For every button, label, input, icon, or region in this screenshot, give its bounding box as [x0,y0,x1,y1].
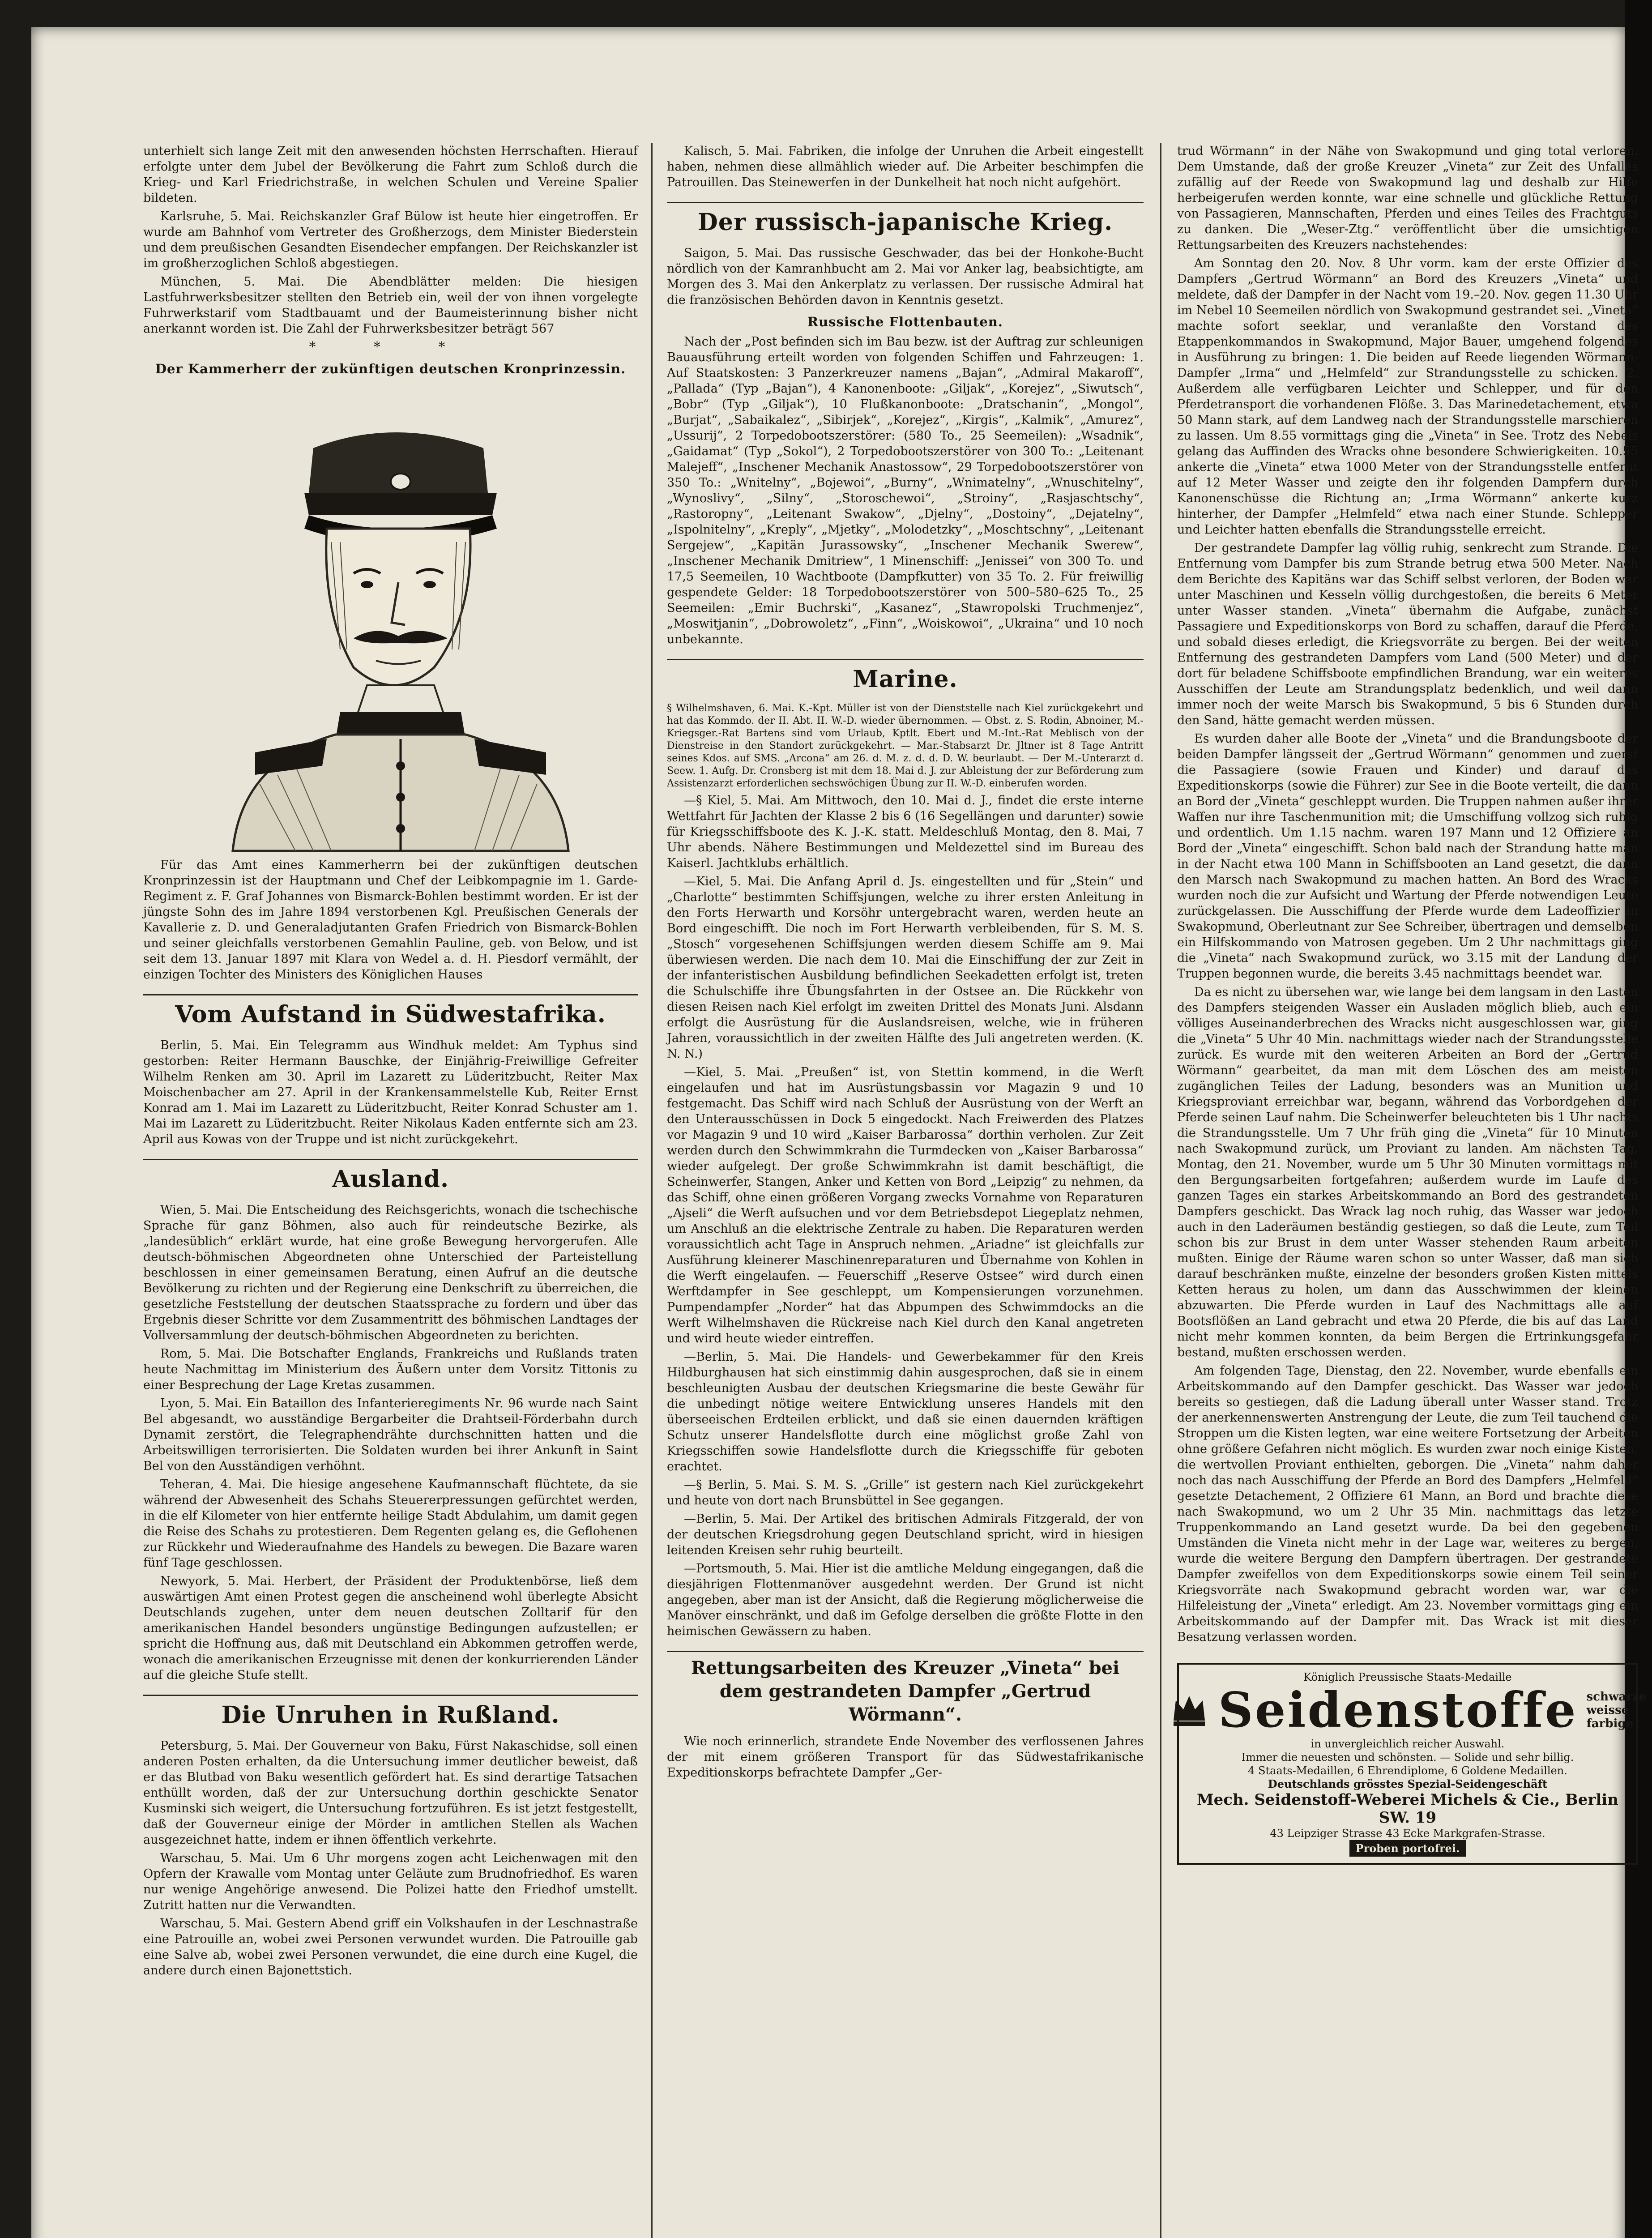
article-rettung-cont: trud Wörmann“ in der Nähe von Swakopmund und ging total verloren. Dem Umstande, daß der große Kreuzer „Vineta“ zur Zeit des Unfalles zufällig auf der Reede von Swakopmund lag und deshalb zur Hilfe herbeigerufen werden konnte, war eine schnelle und glückliche Rettung von Passagieren, Mannschaften, Pferden und eines Teiles des Frachtguts zu danken. Die „Weser-Ztg.“ veröffentlicht über die umsichtigen Rettungsarbeiten des Kreuzers nachstehendes: [1177,144,1638,252]
article-berlin-handelskammer: —Berlin, 5. Mai. Die Handels- und Gewerbekammer für den Kreis Hildburghausen hat sich einstimmig dahin ausgesprochen, daß sie in einem beschleunigten Ausbau der deutschen Kriegsmarine die beste Gewähr für die unbedingt nötige weitere Entwicklung unseres Handels mit den überseeischen Erdteilen erblickt, und daß sie einen dauernden kräftigen Schutz unserer Handelsflotte durch eine möglichst große Zahl von Kriegsschiffen sowie Handelsflotte durch die Kriegsschiffe für geboten erachtet. [667,1350,1144,1473]
article-teheran: Teheran, 4. Mai. Die hiesige angesehene Kaufmannschaft flüchtete, da sie während der Abwesenheit des Schahs Steuererpressungen gefürchtet werden, in die elf Kilometer von hier entfernte heilige Stadt Abdulahim, um damit gegen die Reise des Schahs zu protestieren. Dem Regenten gelang es, die Geflohenen zur Rückkehr und Wiederaufnahme des Handels zu bewegen. Die Bazare waren fünf Tage geschlossen. [143,1478,638,1570]
article-boote: Es wurden daher alle Boote der „Vineta“ und die Brandungsboote der beiden Dampfer längsseit der „Gertrud Wörmann“ genommen und zuerst die Passagiere (sowie Frauen und Kinder) und darauf das Expeditionskorps (sowie die Führer) zur See in die Boote verteilt, die dann an Bord der „Vineta“ geschleppt wurden. Die Truppen nahmen außer ihrer Waffen nur ihre Taschenmunition mit; die Umschiffung vollzog sich ruhig und ordentlich. Um 1.15 nachm. waren 197 Mann und 12 Offiziere an Bord der „Vineta“ eingeschifft. Schon bald nach der Strandung hatte man in der Nacht etwa 100 Mann in Schiffsbooten an Land gesetzt, die dann den Marsch nach Swakopmund zu machen hatten. An Bord des Wracks wurden noch die zur Aufsicht und Wartung der Pferde notwendigen Leute zurückgelassen. Die Ausschiffung der Pferde wurde dem Ladeoffizier in Swakopmund, Oberleutnant zur See Schreiber, übertragen und demselben ein Hilfskommando von Matrosen gegeben. Um 2 Uhr nachmittags ging die „Vineta“ nach Swakopmund zurück, wo 3.15 mit der Landung der Truppen begonnen wurde, die bereits 3.45 nachmittags beendet war. [1177,732,1638,981]
article-gestrandet: Der gestrandete Dampfer lag völlig ruhig, senkrecht zum Strande. Die Entfernung vom Dampfer bis zum Strande betrug etwa 500 Meter. Nach dem Berichte des Kapitäns war das Schiff selbst verloren, der Boden war unter Maschinen und Kesseln völlig durchgestoßen, die bereits 6 Meter unter Wasser standen. „Vineta“ übernahm die Aufgabe, zunächst Passagiere und Expeditionskorps von Bord zu schaffen, darauf die Pferde, und sobald dieses erledigt, die Kriegsvorräte zu bergen. Bei der weiten Entfernung des gestrandeten Dampfers vom Land (500 Meter) und der dort für beladene Schiffsboote empfindlichen Brandung, war ein weiteres Ausschiffen der Leute am Strandungsplatz bedenklich, und weil dann immer noch der weite Marsch bis Swakopmund, 5 bis 6 Stunden durch den Sand, hätte gemacht werden müssen. [1177,541,1638,727]
article-wien: Wien, 5. Mai. Die Entscheidung des Reichsgerichts, wonach die tschechische Sprache für ganz Böhmen, also auch für reindeutsche Bezirke, als „landesüblich“ erklärt wurde, hat eine große Bewegung hervorgerufen. Alle deutsch-böhmischen Abgeordneten ohne Unterschied der Parteistellung beschlossen in einer gemeinsamen Beratung, einen Aufruf an die deutsche Bevölkerung zu richten und der Regierung eine Denkschrift zu überreichen, die gesetzliche Feststellung der deutschen Staatssprache zu fordern und über das Ergebnis dieser Schritte vor dem Zusammentritt des böhmischen Landtages der Vollversammlung der deutsch-böhmischen Abgeordneten zu berichten. [143,1203,638,1342]
newspaper-page [31,27,1647,2238]
ad-line-4: Deutschlands grösstes Spezial-Seidengeschäft [1268,1777,1548,1790]
article-berlin-grille: —§ Berlin, 5. Mai. S. M. S. „Grille“ ist gestern nach Kiel zurückgekehrt und heute von dort nach Brunsbüttel in See gegangen. [667,1478,1144,1508]
article-wasser: Da es nicht zu übersehen war, wie lange bei dem langsam in den Lasten des Dampfers steigenden Wasser ein Ausladen möglich blieb, auch ein völliges Auseinanderbrechen des Wracks nicht ausgeschlossen war, ging die „Vineta“ 5 Uhr 40 Min. nachmittags wieder nach der Strandungsstelle zurück. Es wurde mit den weiteren Arbeiten an Bord der „Gertrud Wörmann“ gearbeitet, da man mit dem Löschen des am meisten zugänglichen Teiles der Ladung, besonders was an Munition und Kriegsproviant erreichbar war, begann, während das Vorbordgehen der Pferde seinen Lauf nahm. Die Scheinwerfer beleuchteten bis 1 Uhr nachts die Strandungsstelle. Um 7 Uhr früh ging die „Vineta“ für 10 Minuten nach Swakopmund zurück, um Proviant zu landen. Am nächsten Tag, Montag, den 21. November, wurde um 5 Uhr 30 Minuten vormittags mit den Bergungsarbeiten fortgefahren; außerdem wurde im Laufe des ganzen Tages ein starkes Arbeitskommando an Bord des gestrandeten Dampfers geschickt. Das Wrack lag noch ruhig, das Wasser war jedoch auch in den Laderäumen beständig gestiegen, so daß die Leute, zum Teil schon bis zur Brust in dem unter Wasser stehenden Raum arbeiten mußten. Einige der Räume waren schon so unter Wasser, daß man sich darauf beschränken mußte, einzelne der besonders großen Kisten mittels Ketten heraus zu holen, um dann das Ausschwimmen der kleinen abzuwarten. Die Pferde wurden in Lauf des Nachmittags alle auf Bootsflößen an Land gebracht und etwa 20 Pferde, die bis auf das Land nicht mehr kommen konnten, da beim Bergen die Ertrinkungsgefahr bestand, mußten erschossen werden. [1177,985,1638,1359]
article-newyork: Newyork, 5. Mai. Herbert, der Präsident der Produktenbörse, ließ dem auswärtigen Amt einen Protest gegen die anscheinend wohl überlegte Absicht Deutschlands zugehen, unter dem neuen deutschen Zolltarif für den amerikanischen Handel besonders ungünstige Bedingungen aufzustellen; er spricht die Hoffnung aus, daß mit Deutschland ein Abkommen getroffen werde, wonach die amerikanischen Erzeugnisse mit denen der konkurrierenden Länder auf die gleiche Stufe stellt. [143,1574,638,1682]
officer-portrait-icon [143,381,638,851]
column-left [143,143,638,2238]
article-intro: unterhielt sich lange Zeit mit den anwesenden höchsten Herrschaften. Hierauf erfolgte unter dem Jubel der Bevölkerung die Fahrt zum Schloß durch die Krieg- und Karl Friedrichstraße, in welchen Schulen und Vereine Spalier bildeten. [143,144,638,205]
ad-line-2: Immer die neuesten und schönsten. — Solide und sehr billig. [1241,1751,1574,1764]
ad-medal-line: Königlich Preussische Staats-Medaille [1303,1671,1512,1683]
article-berlin-fitzgerald: —Berlin, 5. Mai. Der Artikel des britischen Admirals Fitzgerald, der von der deutschen Kriegsdrohung gegen Deutschland spricht, wird in hiesigen leitenden Kreisen sehr ruhig beurteilt. [667,1512,1144,1557]
headline-ausland: Ausland. [143,1159,638,1193]
headline-marine: Marine. [667,659,1144,693]
column-middle [667,143,1144,2238]
headline-unruhen: Die Unruhen in Rußland. [143,1695,638,1729]
article-flottenbauten: Nach der „Post befinden sich im Bau bezw. ist der Auftrag zur schleunigen Bauausführung erteilt worden von folgenden Schiffen und Fahrzeugen: 1. Auf Staatskosten: 3 Panzerkreuzer namens „Bajan“, „Admiral Makaroff“, „Pallada“ (Typ „Bajan“), 4 Kanonenboote: „Giljak“, „Korejez“, „Siwutsch“, „Bobr“ (Typ „Giljak“), 10 Flußkanonboote: „Dratschanin“, „Mongol“, „Burjat“, „Sabaikalez“, „Sibirjek“, „Korejez“, „Kirgis“, „Kalmik“, „Amurez“, „Ussurij“, 2 Torpedobootszerstörer: (580 To., 25 Seemeilen): „Wsadnik“, „Gaidamat“ (Typ „Sokol“), 2 Torpedobootszerstörer von 300 To.: „Leitenant Malejeff“, „Inschener Mechanik Anastossow“, 29 Torpedobootszerstörer von 350 To.: „Wnitelny“, „Bojewoi“, „Burny“, „Wnimatelny“, „Wnuschitelny“, „Wynoslivy“, „Silny“, „Storoschewoi“, „Stroiny“, „Rasjaschtschy“, „Rastoropny“, „Leitenant Swakow“, „Djelny“, „Dostoiny“, „Dejatelny“, „Ispolnitelny“, „Kreply“, „Mjetky“, „Molodetzky“, „Moschtschny“, „Leitenant Sergejew“, „Kapitän Jurassowsky“, „Inschener Mechanik Swerew“, „Inschener Mechanik Dmitriew“, 1 Minenschiff: „Jenissei“ von 300 To. und 17,5 Seemeilen, 10 Wachtboote (Dampfkutter) von 35 To. 2. Für freiwillig gespendete Gelder: 18 Torpedobootszerstörer von 500–580–625 To., 25 Seemeilen: „Emir Buchrski“, „Kasanez“, „Stawropolski Truchmenjez“, „Moswitjanin“, „Dobrowoletz“, „Finn“, „Woiskowoi“, „Ukraina“ und 10 noch unbekannte. [667,335,1144,646]
ad-side-1: schwarze [1586,1690,1647,1704]
crown-logo-icon [1169,1689,1209,1731]
column-rule [651,143,653,2238]
article-kammerherr: Für das Amt eines Kammerherrn bei der zukünftigen deutschen Kronprinzessin ist der Hauptmann und Chef der Leibkompagnie im 1. Garde-Regiment z. F. Graf Johannes von Bismarck-Bohlen bestimmt worden. Er ist der jüngste Sohn des im Jahre 1894 verstorbenen Kgl. Preußischen Generals der Kavallerie z. D. und Generaladjutanten Grafen Friedrich von Bismarck-Bohlen und seiner gleichfalls verstorbenen Gemahlin Pauline, geb. von Below, und ist seit dem 13. Januar 1897 mit Klara von Wedel a. d. H. Piesdorf vermählt, der einzigen Tochter des Ministers des Königlichen Hauses [143,858,638,982]
article-kalisch: Kalisch, 5. Mai. Fabriken, die infolge der Unruhen die Arbeit eingestellt haben, nehmen diese allmählich wieder auf. Die Arbeiter beschimpfen die Patrouillen. Das Steinewerfen in der Dunkelheit hat noch nicht aufgehört. [667,144,1144,189]
ad-brand: Seidenstoffe [1218,1682,1578,1738]
ad-side-3: farbige [1586,1717,1634,1730]
headline-rettungsarbeiten: Rettungsarbeiten des Kreuzer „Vineta“ bei dem gestrandeten Dampfer „Gertrud Wörmann“. [667,1651,1144,1726]
portrait-illustration [143,381,638,853]
ad-side-2: weisse [1586,1704,1629,1717]
article-portsmouth: —Portsmouth, 5. Mai. Hier ist die amtliche Meldung eingegangen, daß die diesjährigen Flottenmanöver ausgedehnt werden. Der Grund ist nicht angegeben, aber man ist der Ansicht, daß die Regierung möglicherweise die Manöver einschränkt, und daß im Gefolge derselben die größte Flotte in den heimischen Gewässern zu haben. [667,1562,1144,1638]
headline-aufstand: Vom Aufstand in Südwestafrika. [143,994,638,1029]
advertisement-seidenstoffe [1177,1663,1647,1865]
article-kiel-1: —§ Kiel, 5. Mai. Am Mittwoch, den 10. Mai d. J., findet die erste interne Wettfahrt für Jachten der Klasse 2 bis 6 (16 Segellängen und darunter) sowie für Kriegsschiffsboote des K. J.-K. statt. Meldeschluß Montag, den 8. Mai, 7 Uhr abends. Nähere Bestimmungen und Meldezettel sind im Bureau des Kaiserl. Jachtklubs erhältlich. [667,794,1144,870]
headline-kammerherr: Der Kammerherr der zukünftigen deutschen Kronprinzessin. [155,361,626,376]
headline-krieg: Der russisch-japanische Krieg. [667,202,1144,236]
ad-address: 43 Leipziger Strasse 43 Ecke Markgrafen-Strasse. [1270,1827,1545,1840]
article-dienstag: Am folgenden Tage, Dienstag, den 22. November, wurde ebenfalls ein Arbeitskommando auf den Dampfer geschickt. Das Wasser war jedoch bereits so gestiegen, daß die Ladung überall unter Wasser stand. Trotz der anerkennenswerten Anstrengung der Leute, die zum Teil tauchend die Stroppen um die Kisten legten, war eine weitere Fortsetzung der Arbeiten ohne größere Gefahren nicht möglich. Es wurden zwar noch einige Kisten, die wertvollen Proviant enthielten, geborgen. Die „Vineta“ nahm daher noch das nach Ausschiffung der Pferde an Bord des Dampfers „Helmfeld“ gesetzte Detachement, 2 Offiziere 61 Mann, an Bord und brachte diese nach Swakopmund, wo um 2 Uhr 35 Min. nachmittags das letzte Truppenkommando an Land gesetzt wurde. Da bei den gegebenen Umständen die Vineta nicht mehr in der Lage war, weiteres zu bergen, wurde die weitere Bergung den Dampfern übertragen. Der gestrandete Dampfer zweifellos von dem Expeditionskorps sowie einem Teil seiner Kriegsvorräte nach Swakopmund gebracht worden war, war die Hilfeleistung der „Vineta“ erledigt. Am 23. November vormittags ging ein Arbeitskommando auf der Dampfer mit. Das Wrack ist mit dieser Besatzung verlassen worden. [1177,1364,1638,1644]
article-rettung-start: Wie noch erinnerlich, strandete Ende November des verflossenen Jahres der mit einem größeren Transport für das Südwestafrikanische Expeditionskorps befrachtete Dampfer „Ger- [667,1734,1144,1780]
article-warschau-2: Warschau, 5. Mai. Gestern Abend griff ein Volkshaufen in der Leschnastraße eine Patrouille an, wobei zwei Personen verwundet wurden. Die Patrouille gab eine Salve ab, wobei zwei Personen verwundet, die eine durch eine Kugel, die andere durch einen Bajonettstich. [143,1917,638,1977]
article-sonntag: Am Sonntag den 20. Nov. 8 Uhr vorm. kam der erste Offizier des Dampfers „Gertrud Wörmann“ an Bord des Kreuzers „Vineta“ und meldete, daß der Dampfer in der Nacht vom 19.–20. Nov. gegen 11.30 Uhr im Nebel 10 Seemeilen nördlich von Swakopmund gestrandet sei. „Vineta“ machte sofort seeklar, und veranlaßte den Vorstand des Etappenkommandos in Swakopmund, Major Bauer, umgehend folgendes in Ausführung zu bringen: 1. Die beiden auf Reede liegenden Wörmann-Dampfer „Irma“ und „Helmfeld“ zur Strandungsstelle zu schicken. 2. Außerdem alle verfügbaren Leichter und Schlepper, und für den Pferdetransport die vorhandenen Flöße. 3. Das Marinedetachement, etwa 50 Mann stark, auf dem Landweg nach der Strandungsstelle marschieren zu lassen. Um 8.55 vormittags ging die „Vineta“ in See. Trotz des Nebels gelang das Auffinden des Wracks ohne besondere Schwierigkeiten. 10.55 ankerte die „Vineta“ etwa 1000 Meter von der Strandungsstelle entfernt auf 12 Meter Wasser und zeigte den ihr folgenden Dampfern durch Kanonenschüsse die Richtung an; „Irma Wörmann“ ankerte kurz hinterher, der Dampfer „Helmfeld“ etwa nach einer Stunde. Schlepper und Leichter hatten ebenfalls die Strandungsstelle erreicht. [1177,256,1638,537]
article-lyon: Lyon, 5. Mai. Ein Bataillon des Infanterieregiments Nr. 96 wurde nach Saint Bel abgesandt, wo ausständige Bergarbeiter die Drahtseil-Förderbahn durch Dynamit zerstört, die Telegraphendrähte durchschnitten hatten und die Arbeitswilligen terrorisierten. Die Soldaten wurden bei ihrer Ankunft in Saint Bel von den Ausständigen verhöhnt. [143,1397,638,1473]
article-rom: Rom, 5. Mai. Die Botschafter Englands, Frankreichs und Rußlands traten heute Nachmittag im Ministerium des Äußern unter dem Vorsitz Tittonis zu einer Besprechung der Lage Kretas zusammen. [143,1347,638,1392]
article-wilhelmshaven: § Wilhelmshaven, 6. Mai. K.-Kpt. Müller ist von der Dienststelle nach Kiel zurückgekehrt und hat das Kommdo. der II. Abt. II. W.-D. wieder übernommen. — Obst. z. S. Rodin, Abnoiner, M.-Kriegsger.-Rat Bartens sind vom Urlaub, Kptlt. Ebert und M.-Int.-Rat Meblisch von der Dienstreise in den Standort zurückgekehrt. — Mar.-Stabsarzt Dr. Jltner ist 8 Tage Antritt seines Kdos. auf SMS. „Arcona“ am 26. d. M. z. d. d. D. W. beurlaubt. — Der M.-Unterarzt d. Seew. 1. Aufg. Dr. Cronsberg ist mit dem 18. Mai d. J. zur Ableistung der zur Beförderung zum Assistenzarzt erforderlichen sechswöchigen Übung zur II. W.-D. einberufen worden. [667,703,1144,789]
article-muenchen: München, 5. Mai. Die Abendblätter melden: Die hiesigen Lastfuhrwerksbesitzer stellten den Betrieb ein, weil der von ihnen vorgelegte Fuhrwerkstarif vom Stadtbauamt und der Baumeisterinnung bisher nicht anerkannt worden ist. Die Zahl der Fuhrwerksbesitzer beträgt 567 [143,275,638,336]
section-stars: * * * [309,339,472,355]
column-right [1177,143,1647,2238]
headline-flottenbauten: Russische Flottenbauten. [807,314,1003,329]
article-warschau-1: Warschau, 5. Mai. Um 6 Uhr morgens zogen acht Leichenwagen mit den Opfern der Krawalle vom Montag unter Geläute zum Brudnofriedhof. Es waren nur wenige Angehörige anwesend. Die Polizei hatte den Friedhof umstellt. Zutritt hatten nur die Verwandten. [143,1851,638,1912]
article-kiel-2: —Kiel, 5. Mai. Die Anfang April d. Js. eingestellten und für „Stein“ und „Charlotte“ bestimmten Schiffsjungen, welche zu ihrer ersten Anleitung in den Forts Herwarth und Korsöhr untergebracht waren, werden heute an Bord eingeschifft. Die noch im Fort Herwarth verbleibenden, für S. M. S. „Stosch“ vorgesehenen Schiffsjungen werden diesem Schiffe am 9. Mai überwiesen werden. Die nach dem 10. Mai die Einschiffung der zur Zeit in der infanteristischen Ausbildung befindlichen Seekadetten erfolgt ist, treten die Schulschiffe ihre Übungsfahrten in der Ostsee an. Die Rückkehr von diesen Reisen nach Kiel erfolgt im zweiten Drittel des Monats Juni. Alsdann erfolgt die Ausrüstung für die Auslandsreisen, welche, wie in früheren Jahren, voraussichtlich in der zweiten Hälfte des Juli angetreten werden. (K. N. N.) [667,875,1144,1061]
ad-line-3: 4 Staats-Medaillen, 6 Ehrendiplome, 6 Goldene Medaillen. [1248,1764,1567,1777]
column-rule [1160,143,1161,2238]
ad-line-1: in unvergleichlich reicher Auswahl. [1311,1738,1505,1750]
ad-proben: Proben portofrei. [1349,1840,1466,1857]
article-petersburg: Petersburg, 5. Mai. Der Gouverneur von Baku, Fürst Nakaschidse, soll einen anderen Posten erhalten, da die Untersuchung immer deutlicher beweist, daß er das Blutbad von Baku wesentlich gefördert hat. Es sind derartige Tatsachen enthüllt worden, daß der zur Untersuchung dorthin geschickte Senator Kusminski sich weigert, die Untersuchung fortzuführen. Es ist jetzt festgestellt, daß der Gouverneur einige der Mörder in amtlichen Stellen als Wachen ausgezeichnet hatte, indem er ihnen öffentlich verkehrte. [143,1739,638,1847]
article-saigon: Saigon, 5. Mai. Das russische Geschwader, das bei der Honkohe-Bucht nördlich von der Kamranhbucht am 2. Mai vor Anker lag, beabsichtigte, am Morgen des 3. Mai den Ankerplatz zu verlassen. Der russische Admiral hat die französischen Behörden davon in Kenntnis gesetzt. [667,246,1144,307]
article-berlin-windhuk: Berlin, 5. Mai. Ein Telegramm aus Windhuk meldet: Am Typhus sind gestorben: Reiter Hermann Bauschke, der Einjährig-Freiwillige Gefreiter Wilhelm Renken am 30. April im Lazarett zu Lüderitzbucht, Reiter Max Moischenbacher am 27. April in der Krankensammelstelle Kub, Reiter Ernst Konrad am 1. Mai im Lazarett zu Lüderitzbucht, Reiter Konrad Schuster am 1. Mai im Lazarett zu Lüderitzbucht. Reiter Nikolaus Kaden entfernte sich am 23. April aus Kowas von der Truppe und ist nicht zurückgekehrt. [143,1038,638,1146]
ad-firm: Mech. Seidenstoff-Weberei Michels & Cie., Berlin SW. 19 [1196,1791,1618,1827]
article-karlsruhe: Karlsruhe, 5. Mai. Reichskanzler Graf Bülow ist heute hier eingetroffen. Er wurde am Bahnhof vom Vertreter des Großherzogs, dem Minister Biederstein und dem preußischen Gesandten Eisendecher empfangen. Der Reichskanzler ist im großherzoglichen Schloß abgestiegen. [143,209,638,270]
article-kiel-3: —Kiel, 5. Mai. „Preußen“ ist, von Stettin kommend, in die Werft eingelaufen und hat im Ausrüstungsbassin vor Magazin 9 und 10 festgemacht. Das Schiff wird nach Schluß der Ausrüstung von der Werft an den Unterausschüssen in Dock 5 eingedockt. Nach Freiwerden des Platzes vor Magazin 9 und 10 wird „Kaiser Barbarossa“ dorthin verholen. Zur Zeit werden durch den Schwimmkrahn die Turmdecken von „Kaiser Barbarossa“ wieder aufgelegt. Der große Schwimmkrahn ist damit beschäftigt, die Scheinwerfer, Stangen, Anker und Ketten von Bord „Leipzig“ zu nehmen, da das Schiff, ohne einen größeren Vorgang zwecks Vornahme von Reparaturen „Ajseli“ die Werft aufsuchen und vor dem Betriebsdepot Liegeplatz nehmen, um Anschluß an die elektrische Zentrale zu haben. Die Reparaturen werden voraussichtlich acht Tage in Anspruch nehmen. „Ariadne“ ist gleichfalls zur Ausführung kleinerer Maschinenreparaturen und Übernahme von Kohlen in die Werft eingelaufen. — Feuerschiff „Reserve Ostsee“ wird durch einen Werftdampfer in See geschleppt, um Kompensierungen vorzunehmen. Pumpendampfer „Norder“ hat das Abpumpen des Schwimmdocks an die Werft Wilhelmshaven die Rückreise nach Kiel durch den Kanal angetreten und wird heute wieder eintreffen. [667,1065,1144,1345]
